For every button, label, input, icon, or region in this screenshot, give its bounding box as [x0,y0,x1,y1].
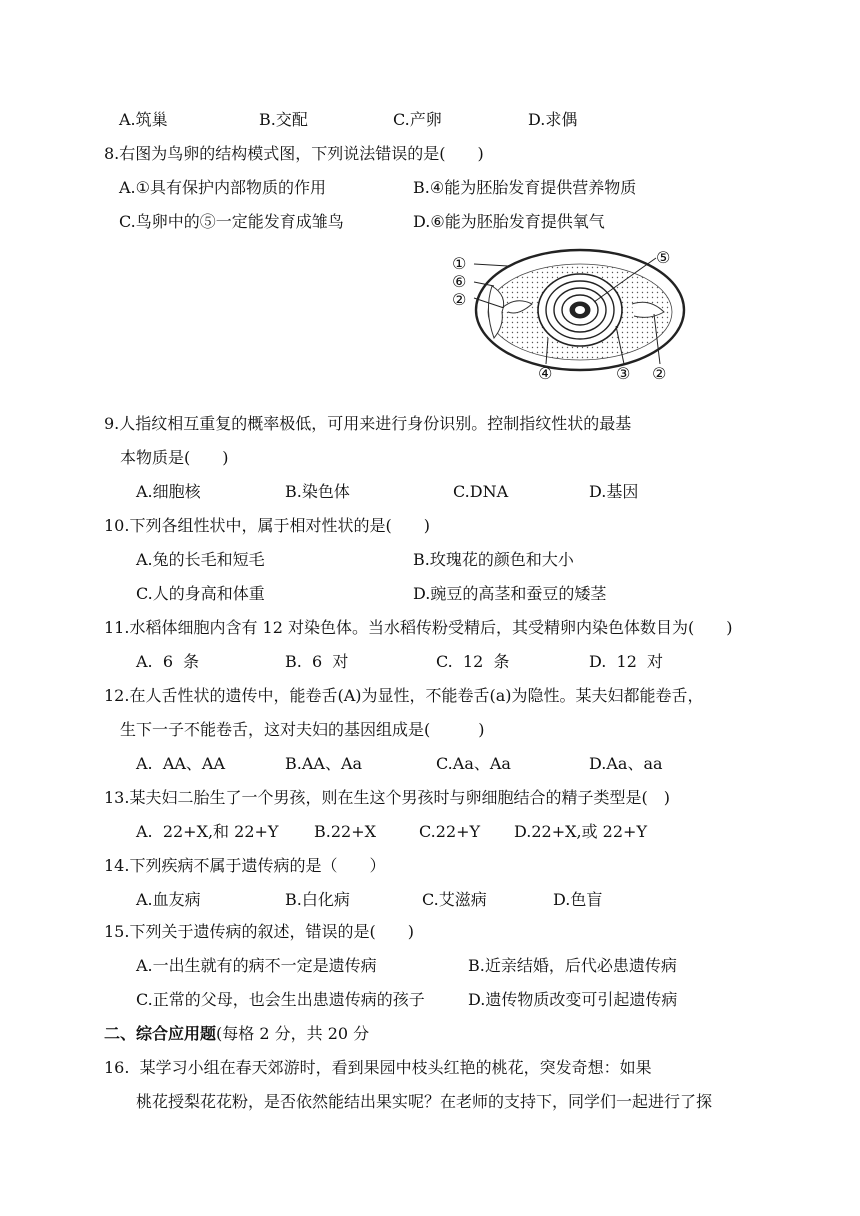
figure-label-5: ⑤ [656,248,671,267]
q16-stem-line1: 16. 某学习小组在春天郊游时，看到果园中枝头红艳的桃花，突发奇想：如果 [104,1058,652,1077]
q14-option-d: D.色盲 [553,890,603,909]
q11-stem: 11.水稻体细胞内含有 12 对染色体。当水稻传粉受精后，其受精卵内染色体数目为( ) [104,618,733,637]
q13-option-a: A. 22+X,和 22+Y [136,822,279,841]
q7-option-c: C.产卵 [393,110,442,129]
q11-option-d: D. 12 对 [589,652,664,671]
q8-option-c: C.鸟卵中的⑤一定能发育成雏鸟 [119,212,344,231]
q14-option-a: A.血友病 [136,890,201,909]
figure-label-1: ① [452,254,467,273]
figure-label-6: ⑥ [452,272,467,291]
q10-option-b: B.玫瑰花的颜色和大小 [413,550,574,569]
q8-option-b: B.④能为胚胎发育提供营养物质 [413,178,637,197]
section-2-note: (每格 2 分，共 20 分 [216,1024,370,1043]
q12-option-b: B.AA、Aa [285,754,363,773]
q10-option-c: C.人的身高和体重 [136,584,265,603]
q9-option-b: B.染色体 [285,482,350,501]
q12-stem-line2: 生下一子不能卷舌，这对夫妇的基因组成是( ) [120,720,485,739]
q13-stem: 13.某夫妇二胎生了一个男孩，则在生这个男孩时与卵细胞结合的精子类型是( ) [104,788,670,807]
q12-option-c: C.Aa、Aa [436,754,511,773]
q14-option-c: C.艾滋病 [422,890,487,909]
q8-option-a: A.①具有保护内部物质的作用 [119,178,326,197]
q13-option-b: B.22+X [314,822,376,841]
q12-option-d: D.Aa、aa [589,754,663,773]
q14-stem: 14.下列疾病不属于遗传病的是（ ） [104,856,386,875]
q11-option-c: C. 12 条 [436,652,510,671]
figure-label-2-left: ② [452,290,467,309]
section-2-heading [104,1024,369,1044]
q11-option-b: B. 6 对 [285,652,349,671]
q12-option-a: A. AA、AA [136,754,226,773]
q7-option-a: A.筑巢 [119,110,168,129]
q11-option-a: A. 6 条 [136,652,200,671]
q9-option-d: D.基因 [589,482,639,501]
figure-label-4: ④ [538,364,553,383]
q15-option-c: C.正常的父母，也会生出患遗传病的孩子 [136,990,425,1009]
q8-option-d: D.⑥能为胚胎发育提供氧气 [413,212,605,231]
q16-stem-line2: 桃花授梨花花粉，是否依然能结出果实呢？在老师的支持下，同学们一起进行了探 [136,1092,713,1111]
figure-label-2-right: ② [652,364,667,383]
q15-option-a: A.一出生就有的病不一定是遗传病 [136,956,377,975]
q9-option-a: A.细胞核 [136,482,201,501]
q15-stem: 15.下列关于遗传病的叙述，错误的是( ) [104,922,414,941]
q12-stem-line1: 12.在人舌性状的遗传中，能卷舌(A)为显性，不能卷舌(a)为隐性。某夫妇都能卷舌， [104,686,704,705]
q13-option-d: D.22+X,或 22+Y [514,822,648,841]
q9-stem-line1: 9.人指纹相互重复的概率极低，可用来进行身份识别。控制指纹性状的最基 [104,414,632,433]
q8-stem: 8.右图为鸟卵的结构模式图，下列说法错误的是( ) [104,144,484,163]
q10-option-d: D.豌豆的高茎和蚕豆的矮茎 [413,584,607,603]
q10-stem: 10.下列各组性状中，属于相对性状的是( ) [104,516,430,535]
q15-option-d: D.遗传物质改变可引起遗传病 [468,990,678,1009]
q10-option-a: A.兔的长毛和短毛 [136,550,265,569]
bird-egg-structure-figure [446,246,690,386]
q9-option-c: C.DNA [453,482,509,501]
q7-option-b: B.交配 [259,110,308,129]
q13-option-c: C.22+Y [419,822,481,841]
figure-label-3: ③ [616,364,631,383]
q15-option-b: B.近亲结婚，后代必患遗传病 [468,956,677,975]
q14-option-b: B.白化病 [285,890,350,909]
section-2-title: 二、综合应用题 [104,1024,217,1043]
q7-option-d: D.求偶 [528,110,578,129]
q9-stem-line2: 本物质是( ) [120,448,229,467]
